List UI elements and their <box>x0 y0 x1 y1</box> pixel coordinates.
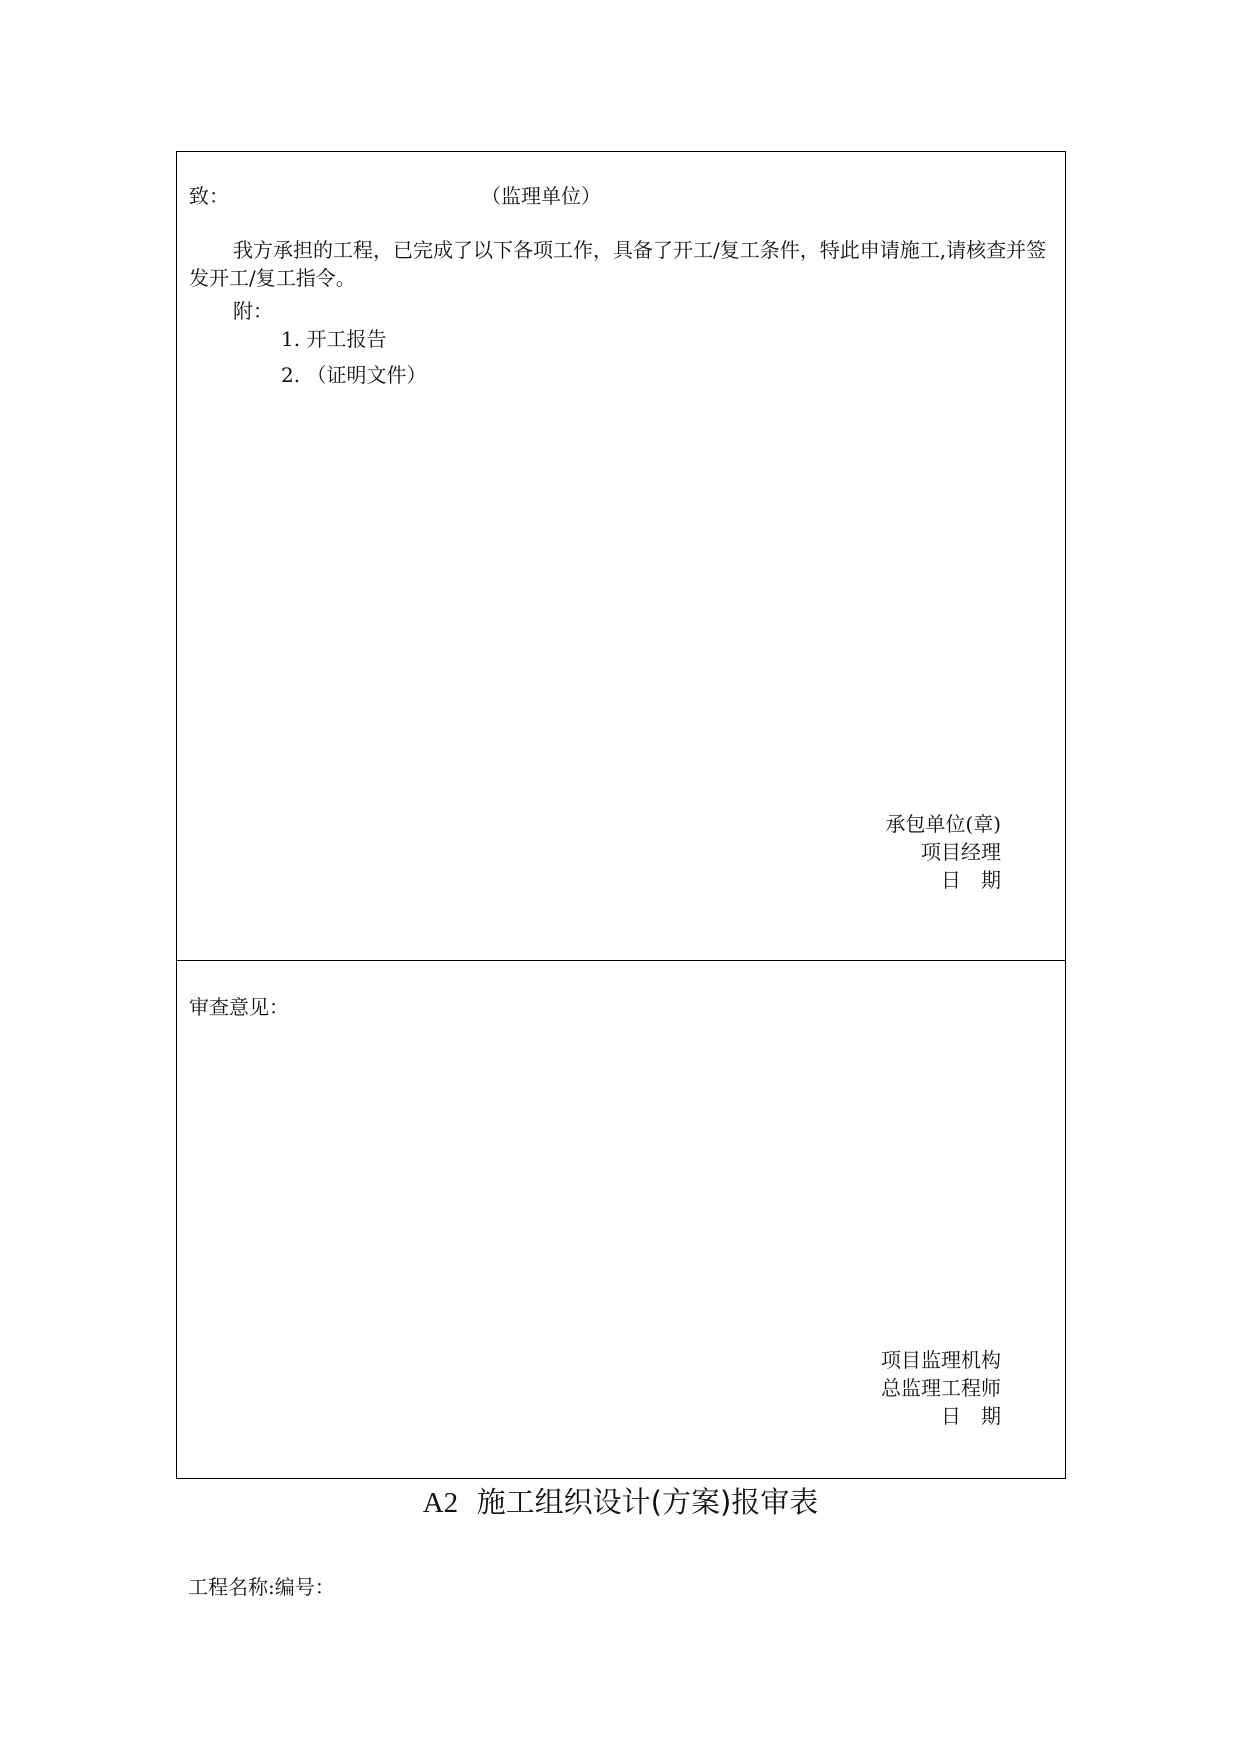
date-line: 日 期 <box>941 1404 1001 1428</box>
attachment-item: 2. （证明文件） <box>281 363 427 387</box>
section-divider <box>177 960 1065 961</box>
chief-supervisor-line: 总监理工程师 <box>881 1376 1001 1400</box>
project-name-number-line: 工程名称:编号： <box>188 1575 335 1599</box>
form-code: A2 <box>422 1487 459 1519</box>
attachments-label: 附： <box>233 299 273 323</box>
date-line: 日 期 <box>941 868 1001 892</box>
supervision-agency-line: 项目监理机构 <box>881 1348 1001 1372</box>
form-title <box>0 1482 1241 1523</box>
form-name: 施工组织设计(方案)报审表 <box>476 1485 819 1519</box>
review-opinion-label: 审查意见： <box>189 995 289 1019</box>
request-paragraph: 我方承担的工程，已完成了以下各项工作，具备了开工/复工条件，特此申请施工,请核查并签发开工/复工指令。 <box>189 238 1047 290</box>
project-manager-line: 项目经理 <box>921 840 1001 864</box>
contractor-seal-line: 承包单位(章) <box>885 812 1001 836</box>
application-form-table <box>176 151 1066 1479</box>
attachment-item: 1. 开工报告 <box>281 327 387 351</box>
to-label: 致： <box>189 184 229 208</box>
supervision-unit-label: （监理单位） <box>481 184 601 208</box>
